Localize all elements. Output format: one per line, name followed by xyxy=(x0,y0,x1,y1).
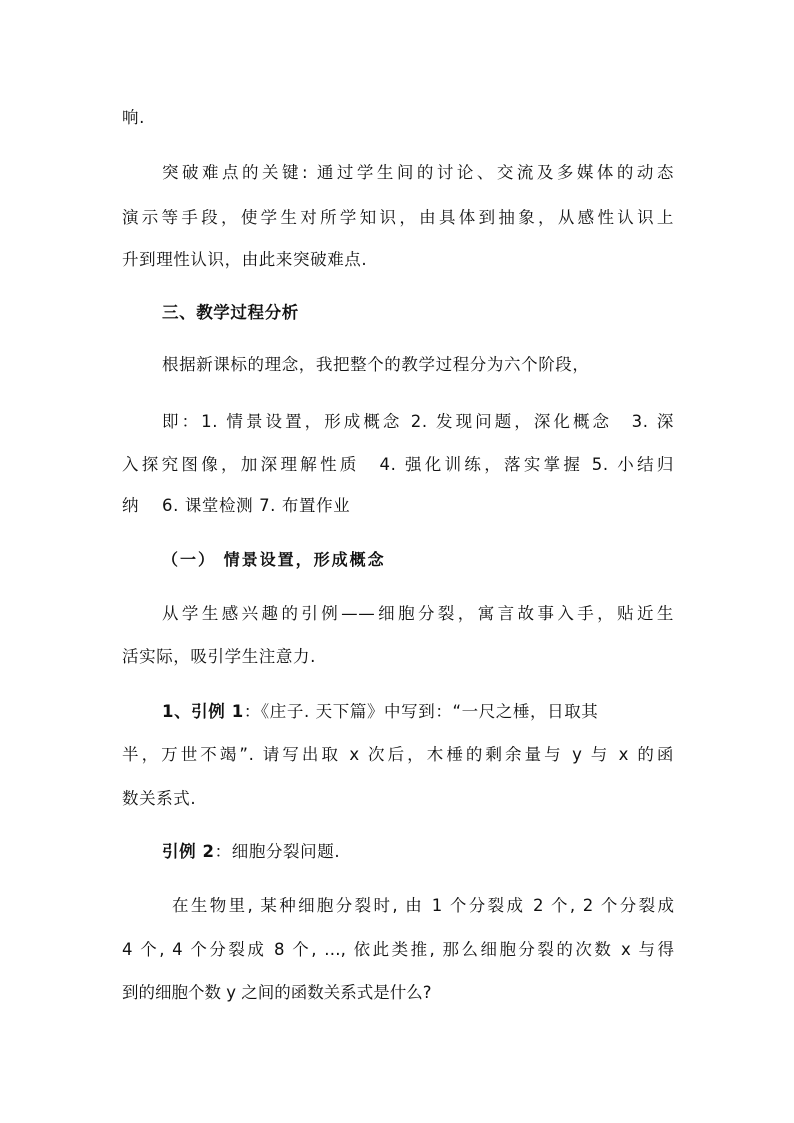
paragraph-stages-line-2: 入探究图像，加深理解性质 4. 强化训练，落实掌握 5. 小结归 xyxy=(122,455,674,474)
example-2-heading xyxy=(162,842,340,862)
example-2-line-1: 在生物里, 某种细胞分裂时, 由 1 个分裂成 2 个, 2 个分裂成 xyxy=(172,896,674,915)
paragraph-stages-line-1: 即：1. 情景设置，形成概念 2. 发现问题，深化概念 3. 深 xyxy=(162,412,674,431)
example-1-line-1 xyxy=(162,702,598,722)
example-1-label: 1、引例 1 xyxy=(162,702,244,721)
sub-heading: （一） 情景设置，形成概念 xyxy=(162,550,386,569)
paragraph-intro-line-1: 从学生感兴趣的引例——细胞分裂，寓言故事入手，贴近生 xyxy=(162,604,674,623)
example-2-label: 引例 2 xyxy=(162,842,215,861)
paragraph-stages-line-3: 纳 6. 课堂检测 7. 布置作业 xyxy=(122,496,351,515)
text-line: 响. xyxy=(122,108,145,127)
example-1-line-3: 数关系式. xyxy=(122,789,197,808)
paragraph-process-line-1: 根据新课标的理念，我把整个的教学过程分为六个阶段， xyxy=(162,355,590,374)
paragraph-difficulty-line-1: 突破难点的关键: 通过学生间的讨论、交流及多媒体的动态 xyxy=(162,163,674,182)
example-2-text: ：细胞分裂问题. xyxy=(214,842,341,861)
example-2-line-3: 到的细胞个数 y 之间的函数关系式是什么? xyxy=(122,983,432,1002)
paragraph-difficulty-line-3: 升到理性认识，由此来突破难点. xyxy=(122,250,368,269)
paragraph-intro-line-2: 活实际，吸引学生注意力. xyxy=(122,647,316,666)
paragraph-difficulty-line-2: 演示等手段，使学生对所学知识，由具体到抽象，从感性认识上 xyxy=(122,208,674,227)
example-1-line-2: 半，万世不竭”. 请写出取 x 次后，木棰的剩余量与 y 与 x 的函 xyxy=(122,745,674,764)
example-1-text: ：《庄子. 天下篇》中写到：“一尺之棰，日取其 xyxy=(243,702,599,721)
example-2-line-2: 4 个, 4 个分裂成 8 个, …, 依此类推, 那么细胞分裂的次数 x 与得 xyxy=(122,940,674,959)
section-heading: 三、教学过程分析 xyxy=(162,303,299,322)
